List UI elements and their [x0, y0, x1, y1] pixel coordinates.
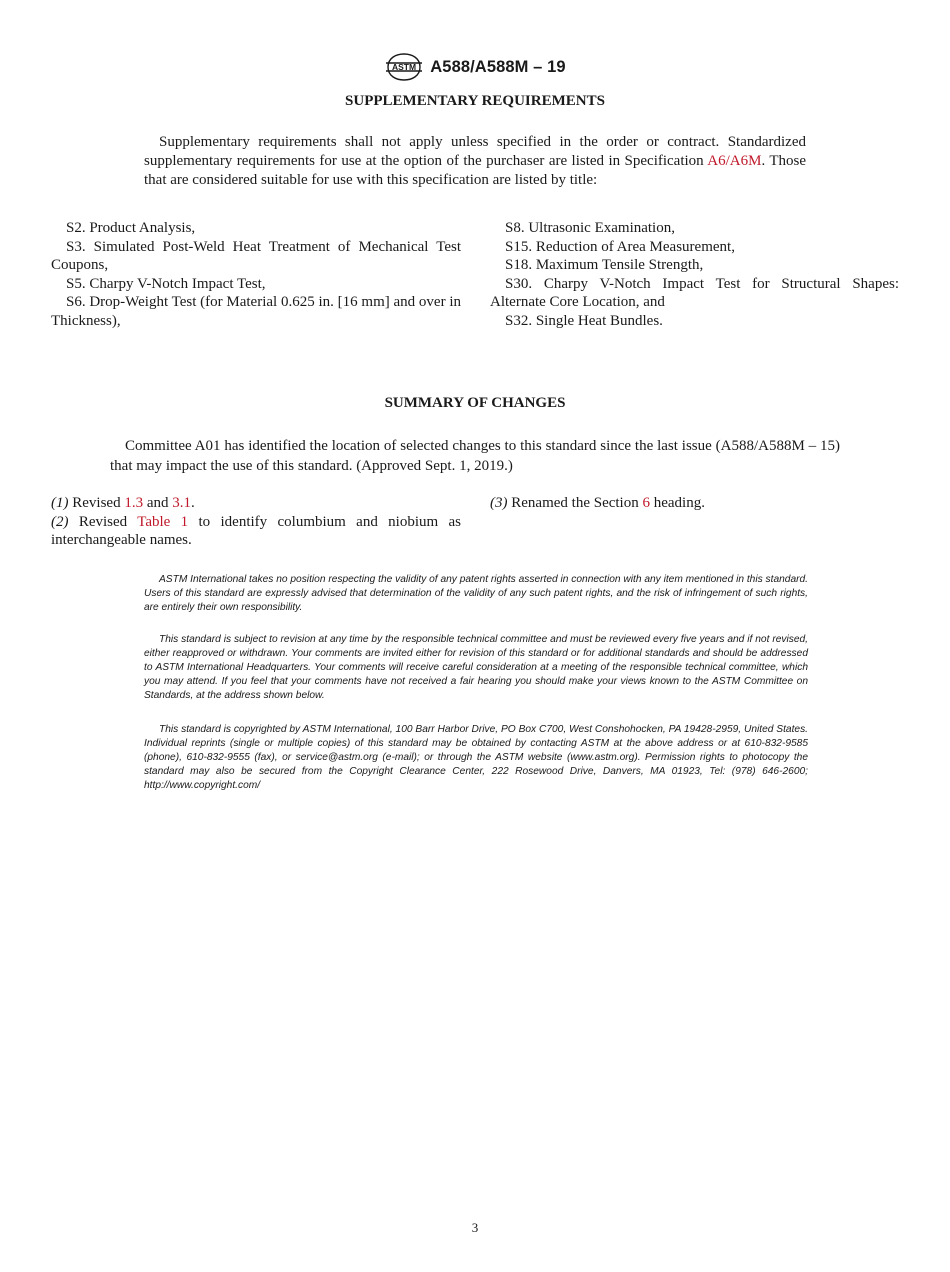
document-designation: A588/A588M – 19	[430, 57, 566, 76]
section-link-3-1[interactable]: 3.1	[172, 495, 191, 511]
copyright-notice: This standard is copyrighted by ASTM International, 100 Barr Harbor Drive, PO Box C700, West Conshohocken, PA 19428-2959, United States. Individual reprints (single or multiple copies) of this standard may be obtained by contacting ASTM at the above address or at 610-832-9585 (phone), 610-832-9555 (fax), or service@astm.org (e-mail); or through the ASTM website (www.astm.org). Permission rights to photocopy the standard may also be secured from the Copyright Clearance Center, 222 Rosewood Drive, Danvers, MA 01923, Tel: (978) 646-2600; http://www.copyright.com/	[144, 724, 808, 791]
document-header	[0, 52, 950, 82]
list-item: S8. Ultrasonic Examination,	[505, 220, 675, 236]
list-item: S30. Charpy V-Notch Impact Test for Structural Shapes: Alternate Core Location, and	[490, 275, 899, 311]
revision-notice: This standard is subject to revision at any time by the responsible technical committee and must be reviewed every five years and if not revised, either reapproved or withdrawn. Your comments are invited either for revision of this standard or for additional standards and should be addressed to ASTM International Headquarters. Your comments will receive careful consideration at a meeting of the responsible technical committee, which you may attend. If you feel that your comments have not received a fair hearing you should make your views known to the ASTM Committee on Standards, at the address shown below.	[144, 634, 808, 701]
patent-notice: ASTM International takes no position respecting the validity of any patent rights asserted in connection with any item mentioned in this standard. Users of this standard are expressly advised that determination of the validity of any such patent rights, and the risk of infringement of such rights, are entirely their own responsibility.	[144, 574, 808, 613]
requirements-right-column	[490, 219, 899, 331]
supplementary-intro: Supplementary requirements shall not apply unless specified in the order or contract. Standardized supplementary requirements for use at the option of the purchaser are listed in Specification A6/A6M. Those that are considered suitable for use with this specification are listed by title:	[144, 134, 806, 188]
change-item: (1) Revised 1.3 and 3.1.	[51, 495, 195, 511]
list-item: S18. Maximum Tensile Strength,	[505, 257, 704, 274]
requirements-left-column	[51, 219, 461, 331]
change-item: (2) Revised Table 1 to identify columbium and niobium as interchangeable names.	[51, 513, 461, 549]
summary-heading: SUMMARY OF CHANGES	[384, 395, 566, 411]
list-item: S2. Product Analysis,	[66, 220, 196, 236]
changes-left-column	[51, 494, 461, 550]
astm-logo-icon	[384, 52, 424, 82]
list-item: S15. Reduction of Area Measurement,	[505, 238, 735, 255]
page-number: 3	[471, 1220, 479, 1235]
list-item: S32. Single Heat Bundles.	[505, 312, 663, 329]
supplementary-heading: SUPPLEMENTARY REQUIREMENTS	[345, 93, 605, 109]
list-item: S6. Drop-Weight Test (for Material 0.625 in. [16 mm] and over in Thickness),	[51, 294, 461, 329]
table-1-link[interactable]: Table 1	[137, 513, 189, 530]
section-6-link[interactable]: 6	[642, 495, 650, 511]
summary-intro: Committee A01 has identified the location of selected changes to this standard since the last issue (A588/A588M – 15) that may impact the use of this standard. (Approved Sept. 1, 2019.)	[110, 438, 840, 474]
list-item: S3. Simulated Post-Weld Heat Treatment of Mechanical Test Coupons,	[51, 238, 461, 274]
spec-link-a6[interactable]: A6/A6M	[707, 153, 762, 169]
section-link-1-3[interactable]: 1.3	[124, 495, 144, 511]
changes-right-column	[490, 494, 899, 513]
svg-text:ASTM: ASTM	[392, 62, 417, 72]
change-item: (3) Renamed the Section 6 heading.	[490, 495, 705, 511]
list-item: S5. Charpy V-Notch Impact Test,	[66, 275, 266, 292]
